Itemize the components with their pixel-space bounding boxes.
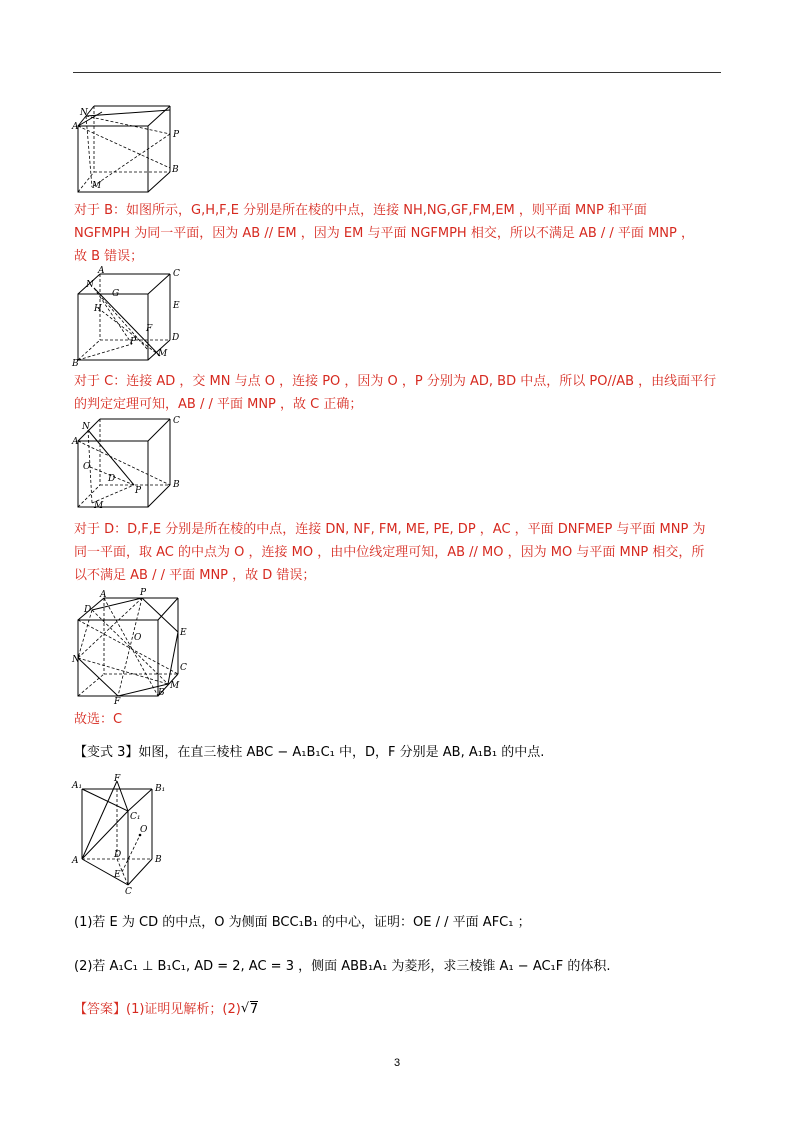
- cube-figure-1: [72, 102, 192, 197]
- answer-radicand: 7: [249, 1002, 259, 1017]
- fig5-label-e: E: [114, 870, 121, 880]
- fig3-label-a: A: [72, 437, 79, 447]
- answer-line: [74, 998, 724, 1021]
- option-c-line-1: 对于 C：连接 AD ，交 MN 与点 O ，连接 PO ，因为 O ，P 分别为 AD, BD 中点，所以 PO//AB ，由线面平行: [74, 374, 717, 389]
- fig4-label-c: C: [180, 663, 187, 673]
- fig5-label-d: D: [114, 850, 122, 860]
- option-b-line-1: 对于 B：如图所示，G,H,F,E 分别是所在棱的中点，连接 NH,NG,GF,FM,EM ，则平面 MNP 和平面: [74, 203, 647, 218]
- option-c-line-2: 的判定定理可知，AB / / 平面 MNP ，故 C 正确；: [74, 397, 363, 412]
- cube-figure-2: [72, 268, 192, 368]
- fig3-label-d: D: [108, 474, 116, 484]
- variant-title: 【变式 3】如图，在直三棱柱 ABC − A₁B₁C₁ 中，D，F 分别是 AB, A₁B₁ 的中点.: [74, 745, 545, 760]
- answer-prefix: 【答案】(1)证明见解析；(2): [74, 1002, 241, 1017]
- answer-sqrt: [241, 998, 258, 1021]
- fig4-label-o: O: [134, 633, 142, 643]
- fig2-label-d: D: [172, 333, 180, 343]
- prism-figure: [72, 775, 182, 895]
- fig4-label-p: P: [140, 588, 147, 598]
- question-2: (2)若 A₁C₁ ⊥ B₁C₁, AD = 2, AC = 3 ，侧面 ABB₁A₁ 为菱形，求三棱锥 A₁ − AC₁F 的体积.: [74, 959, 611, 974]
- fig4-label-d: D: [84, 605, 92, 615]
- fig5-label-c: C: [125, 887, 132, 897]
- fig4-label-m: M: [170, 681, 180, 691]
- fig2-label-a: A: [98, 266, 105, 276]
- fig3-label-n: N: [82, 422, 90, 432]
- fig2-label-m: M: [158, 349, 168, 359]
- fig2-label-n: N: [86, 280, 94, 290]
- fig2-label-g: G: [112, 289, 120, 299]
- fig4-label-a: A: [100, 590, 107, 600]
- fig4-label-f: F: [114, 697, 121, 707]
- fig1-label-m: M: [92, 181, 102, 191]
- fig2-label-p: P: [130, 337, 137, 347]
- fig2-label-b: B: [72, 359, 79, 369]
- fig5-label-c1: C₁: [130, 812, 141, 822]
- fig3-label-b: B: [173, 480, 180, 490]
- fig1-label-a: A: [72, 122, 79, 132]
- fig5-label-b: B: [155, 855, 162, 865]
- fig2-label-f: F: [146, 324, 153, 334]
- option-b-line-3: 故 B 错误；: [74, 249, 144, 264]
- fig1-label-p: P: [173, 130, 180, 140]
- fig3-label-p: P: [135, 486, 142, 496]
- header-rule: [73, 72, 721, 73]
- fig4-label-e: E: [180, 628, 187, 638]
- fig2-label-e: E: [173, 301, 180, 311]
- fig5-label-a: A: [72, 856, 79, 866]
- cube-figure-4: [72, 586, 192, 707]
- fig3-label-m: M: [94, 501, 104, 511]
- option-d-line-3: 以不满足 AB / / 平面 MNP ，故 D 错误；: [74, 568, 316, 583]
- fig5-label-a1: A₁: [72, 781, 83, 791]
- cube-figure-3: [72, 415, 192, 515]
- fig2-label-c: C: [173, 269, 180, 279]
- fig4-label-n: N: [72, 655, 80, 665]
- page-number: 3: [393, 1057, 401, 1069]
- fig5-label-o: O: [140, 825, 148, 835]
- fig5-label-f: F: [114, 774, 121, 784]
- choice-line: 故选：C: [74, 712, 123, 727]
- fig4-label-b: B: [158, 688, 165, 698]
- fig3-label-c: C: [173, 416, 180, 426]
- option-d-line-2: 同一平面，取 AC 的中点为 O ，连接 MO ，由中位线定理可知，AB // MO ，因为 MO 与平面 MNP 相交，所: [74, 545, 705, 560]
- fig3-label-o: O: [83, 462, 91, 472]
- fig1-label-n: N: [80, 108, 88, 118]
- option-d-line-1: 对于 D：D,F,E 分别是所在棱的中点，连接 DN, NF, FM, ME, PE, DP ，AC ，平面 DNFMEP 与平面 MNP 为: [74, 522, 706, 537]
- question-1: (1)若 E 为 CD 的中点，O 为侧面 BCC₁B₁ 的中心，证明：OE / / 平面 AFC₁ ；: [74, 915, 531, 930]
- fig2-label-h: H: [94, 304, 102, 314]
- fig1-label-b: B: [172, 165, 179, 175]
- fig5-label-b1: B₁: [155, 784, 166, 794]
- option-b-line-2: NGFMPH 为同一平面，因为 AB // EM ，因为 EM 与平面 NGFMPH 相交，所以不满足 AB / / 平面 MNP ，: [74, 226, 694, 241]
